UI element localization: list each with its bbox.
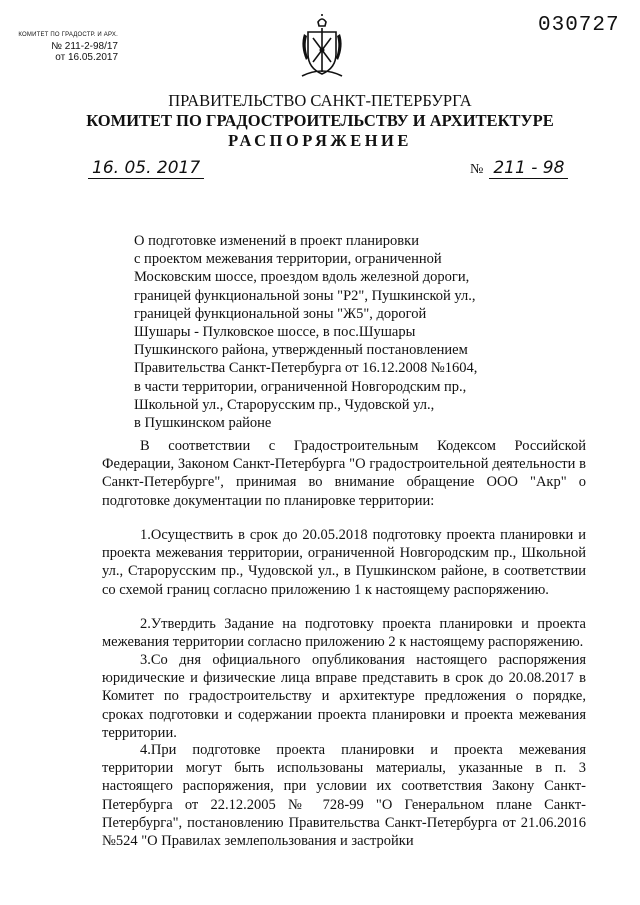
order-subject: [134, 232, 514, 432]
government-title: ПРАВИТЕЛЬСТВО САНКТ-ПЕТЕРБУРГА: [168, 91, 472, 110]
subject-line: в Пушкинском районе: [134, 415, 272, 432]
subject-line: Московским шоссе, проездом вдоль железной дороги,: [134, 269, 470, 286]
clause-2: 2.Утвердить Задание на подготовку проекта планировки и проекта межевания территории согласно приложению 2 к настоящему распоряжению.: [102, 616, 586, 651]
subject-line: О подготовке изменений в проект планировки: [134, 233, 419, 249]
document-serial-number: 030727: [538, 14, 620, 37]
subject-line: Шушары - Пулковское шоссе, в пос.Шушары: [134, 324, 416, 341]
order-date: 16. 05. 2017: [88, 158, 204, 178]
preamble-paragraph: В соответствии с Градостроительным Кодексом Российской Федерации, Законом Санкт-Петербурга "О градостроительной деятельности в Санкт-Петербурге", принимая во внимание обращение ООО "Акр" о подготовке документации по планировке территории:: [102, 438, 586, 509]
subject-line: Правительства Санкт-Петербурга от 16.12.2008 №1604,: [134, 360, 478, 377]
stamp-line-date: от 16.05.2017: [55, 52, 118, 63]
coat-of-arms-emblem: [298, 14, 346, 80]
registration-stamp: [18, 30, 118, 63]
subject-line: в части территории, ограниченной Новгородским пр.,: [134, 378, 467, 395]
subject-line: Пушкинского района, утвержденный постановлением: [134, 342, 468, 359]
clause-1: 1.Осуществить в срок до 20.05.2018 подготовку проекта планировки и проекта межевания территории, ограниченной Новгородским пр., Школьной ул., Старорусским пр., Чудовской ул., в Пушкинском районе, в соответствии со схемой границ согласно приложению 1 к настоящему распоряжению.: [102, 527, 586, 598]
subject-line: Школьной ул., Старорусским пр., Чудовской ул.,: [134, 396, 435, 413]
subject-line: границей функциональной зоны "Ж5", дорогой: [134, 305, 427, 322]
clause-3: 3.Со дня официального опубликования настоящего распоряжения юридические и физические лица вправе представить в срок до 20.08.2017 в Комитет по градостроительству и архитектуре предложения о порядке, сроках подготовки и содержании проекта планировки и проекта межевания территории.: [102, 652, 586, 741]
subject-line: с проектом межевания территории, ограниченной: [134, 251, 442, 268]
clause-4: 4.При подготовке проекта планировки и проекта межевания территории могут быть использованы материалы, указанные в п. 3 настоящего распоряжения, при условии их соответствия Закону Санкт-Петербурга от 22.12.2005 № 728-99 "О Генеральном плане Санкт-Петербурга", постановлению Правительства Санкт-Петербурга от 21.06.2016 №524 "О Правилах землепользования и застройки: [102, 742, 586, 850]
stamp-line-committee: КОМИТЕТ ПО ГРАДОСТР. И АРХ.: [18, 32, 118, 38]
document-type-title: РАСПОРЯЖЕНИЕ: [228, 131, 412, 150]
order-number-value: 211 - 98: [489, 158, 568, 179]
committee-title: КОМИТЕТ ПО ГРАДОСТРОИТЕЛЬСТВУ И АРХИТЕКТУРЕ: [86, 111, 554, 130]
subject-line: границей функциональной зоны "Р2", Пушкинской ул.,: [134, 287, 476, 304]
stamp-line-number: № 211-2-98/17: [51, 41, 118, 52]
order-number: [470, 158, 568, 178]
number-sign: №: [470, 162, 484, 177]
